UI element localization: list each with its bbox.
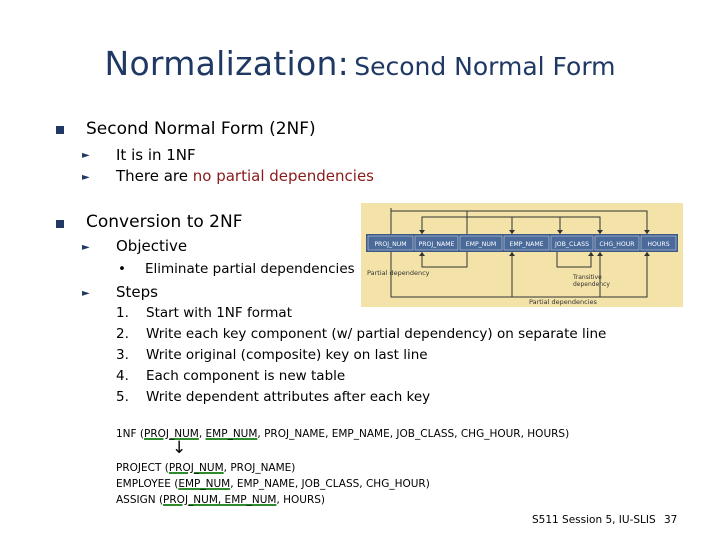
relation-1nf: 1NF (PROJ_NUM, EMP_NUM, PROJ_NAME, EMP_NAME, JOB_CLASS, CHG_HOUR, HOURS) — [116, 428, 570, 440]
objective-label: Objective — [116, 237, 188, 255]
relation-project: PROJECT (PROJ_NUM, PROJ_NAME) — [116, 462, 296, 474]
bullet-square-icon — [56, 220, 64, 228]
step-number: 5. — [116, 389, 129, 405]
step-text: Each component is new table — [146, 368, 346, 384]
dot-bullet-icon: • — [118, 261, 126, 277]
relation-employee: EMPLOYEE (EMP_NUM, EMP_NAME, JOB_CLASS, CHG_HOUR) — [116, 478, 430, 490]
sub-bullet-no-partial: There are no partial dependencies — [116, 167, 374, 185]
triangle-bullet-icon: ► — [82, 242, 90, 253]
attribute-label: PROJ_NUM — [374, 241, 407, 248]
primary-key: EMP_NUM — [178, 478, 231, 490]
attribute-label: PROJ_NAME — [418, 241, 455, 248]
page-number: 37 — [664, 514, 678, 526]
slide-title — [0, 44, 720, 83]
partial-dependencies-label: Partial dependencies — [529, 298, 597, 306]
triangle-bullet-icon: ► — [82, 172, 90, 183]
step-number: 4. — [116, 368, 129, 384]
step-number: 1. — [116, 305, 129, 321]
bullet-conversion: Conversion to 2NF — [86, 212, 243, 232]
step-number: 3. — [116, 347, 129, 363]
highlight-text: no partial dependencies — [192, 167, 374, 185]
diagram-background — [361, 203, 683, 307]
primary-key: PROJ_NUM — [144, 428, 199, 440]
partial-dependency-label: Partial dependency — [367, 269, 430, 277]
objective-detail: Eliminate partial dependencies — [145, 261, 355, 277]
bullet-square-icon — [56, 126, 64, 134]
primary-key: EMP_NUM — [205, 428, 258, 440]
attribute-label: CHG_HOUR — [599, 241, 635, 248]
sub-bullet-1nf: It is in 1NF — [116, 146, 196, 164]
triangle-bullet-icon: ► — [82, 288, 90, 299]
step-text: Write each key component (w/ partial dependency) on separate line — [146, 326, 607, 342]
triangle-bullet-icon: ► — [82, 150, 90, 161]
relation-assign: ASSIGN (PROJ_NUM, EMP_NUM, HOURS) — [116, 494, 326, 506]
steps-label: Steps — [116, 283, 158, 301]
down-arrow-icon: ↓ — [172, 438, 187, 458]
step-text: Write dependent attributes after each key — [146, 389, 431, 405]
primary-key: PROJ_NUM, EMP_NUM — [163, 494, 277, 506]
dependency-diagram — [361, 203, 683, 307]
footer-course: S511 Session 5, IU-SLIS — [532, 514, 656, 526]
bullet-2nf: Second Normal Form (2NF) — [86, 119, 316, 139]
primary-key: PROJ_NUM — [168, 462, 224, 474]
transitive-dependency-label: Transitive dependency — [573, 274, 610, 288]
step-number: 2. — [116, 326, 129, 342]
attribute-label: EMP_NAME — [509, 241, 544, 248]
attribute-label: JOB_CLASS — [554, 241, 590, 248]
step-text: Start with 1NF format — [146, 305, 292, 321]
title-sub: Second Normal Form — [354, 52, 616, 81]
attribute-label: HOURS — [647, 241, 670, 248]
title-main: Normalization: — [104, 44, 350, 83]
step-text: Write original (composite) key on last line — [146, 347, 428, 363]
attribute-label: EMP_NUM — [465, 241, 497, 248]
